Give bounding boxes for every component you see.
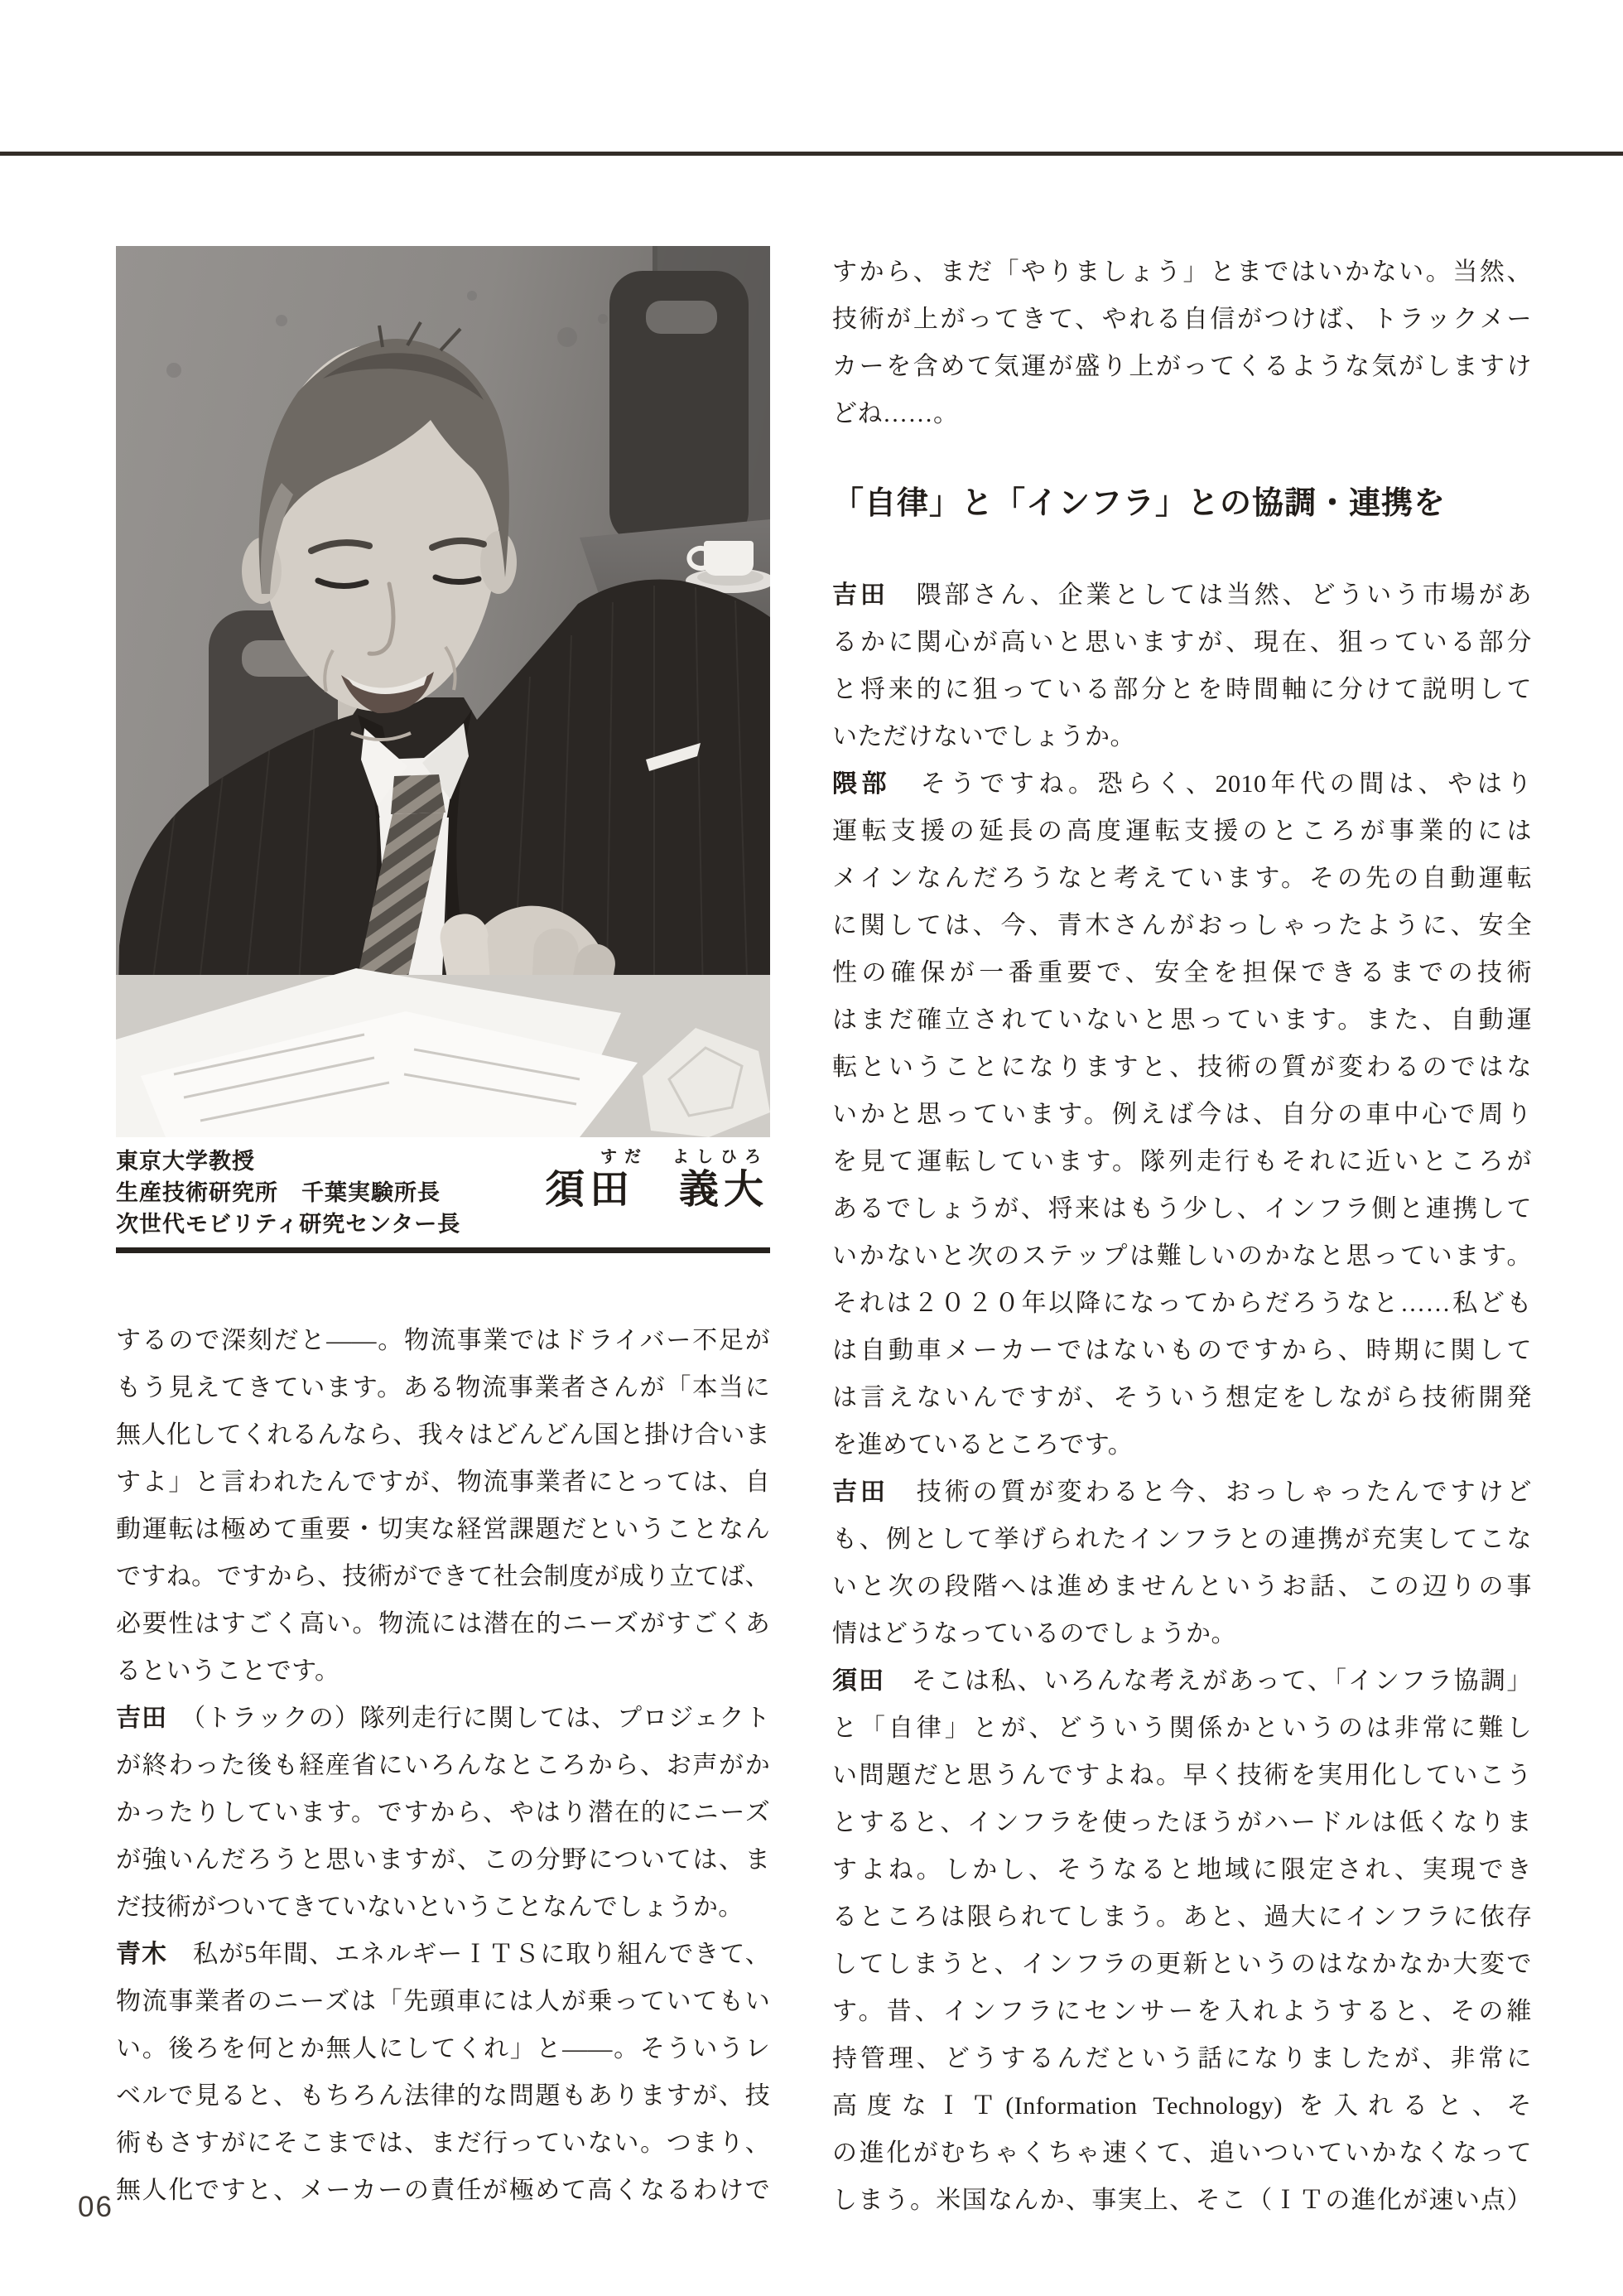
top-rule	[0, 152, 1623, 156]
text-line: 運転支援の延長の高度運転支援のところが事業的には	[832, 818, 1532, 845]
text-line: 情はどうなっているのでしょうか。	[832, 1620, 1236, 1647]
speaker-name: 青木	[116, 1941, 168, 1968]
text-line: が強いんだろうと思いますが、この分野については、ま	[116, 1846, 770, 1874]
text-line: が終わった後も経産省にいろんなところから、お声がか	[116, 1752, 770, 1779]
text-line: 転ということになりますと、技術の質が変わるのではな	[832, 1054, 1532, 1081]
text-line: してしまうと、インフラの更新というのはなかなか大変で	[832, 1951, 1532, 1978]
text-line: 動運転は極めて重要・切実な経営課題だということなん	[116, 1516, 770, 1543]
page-number: 06	[78, 2191, 113, 2223]
text-line: かったりしています。ですから、やはり潜在的にニーズ	[116, 1799, 770, 1826]
text-line: 技術が上がってきて、やれる自信がつけば、トラックメー	[832, 306, 1532, 333]
text-line: カーを含めて気運が盛り上がってくるような気がしますけ	[832, 353, 1532, 380]
text-line: 青木 私が5年間、エネルギーＩＴＳに取り組んできて、	[116, 1941, 770, 1968]
text-line: 必要性はすごく高い。物流には潜在的ニーズがすごくあ	[116, 1610, 770, 1638]
speaker-name: 吉田	[832, 1478, 889, 1506]
text-line: すから、まだ「やりましょう」とまではいかない。当然、	[832, 258, 1532, 286]
caption-titles	[116, 1146, 460, 1240]
left-column-text	[116, 1317, 770, 2214]
text-line: るということです。	[116, 1657, 340, 1685]
text-line: 術もさすがにそこまでは、まだ行っていない。つまり、	[116, 2130, 770, 2157]
text-line: るかに関心が高いと思いますが、現在、狙っている部分	[832, 629, 1532, 656]
text-line: 性の確保が一番重要で、安全を担保できるまでの技術	[832, 959, 1532, 986]
right-column	[832, 248, 1532, 2224]
text-line: い問題だと思うんですよね。早く技術を実用化していこう	[832, 1762, 1532, 1789]
text-line: するので深刻だと——。物流事業ではドライバー不足が	[116, 1327, 770, 1354]
text-line: ベルで見ると、もちろん法律的な問題もありますが、技	[116, 2082, 770, 2110]
text-line: だ技術がついてきていないということなんでしょうか。	[116, 1893, 744, 1921]
text-line: メインなんだろうなと考えています。その先の自動運転	[832, 865, 1532, 892]
text-line: 吉田 隈部さん、企業としては当然、どういう市場があ	[832, 581, 1532, 609]
text-line: と将来的に狙っている部分とを時間軸に分けて説明して	[832, 676, 1532, 703]
caption-rule	[116, 1247, 770, 1253]
desk-papers	[116, 968, 770, 1137]
text-line: 吉田 技術の質が変わると今、おっしゃったんですけど	[832, 1478, 1532, 1506]
caption-line: 生産技術研究所 千葉実験所長	[116, 1180, 441, 1205]
portrait-photo	[116, 246, 770, 1137]
speaker-name: 須田	[832, 1667, 885, 1695]
text-line: は自動車メーカーではないものですから、時期に関して	[832, 1337, 1532, 1364]
text-line: 須田 そこは私、いろんな考えがあって、「インフラ協調」	[832, 1667, 1533, 1695]
text-line: もう見えてきています。ある物流事業者さんが「本当に	[116, 1374, 770, 1401]
text-line: すよ」と言われたんですが、物流事業者にとっては、自	[116, 1469, 770, 1496]
text-line: い。後ろを何とか無人にしてくれ」と——。そういうレ	[116, 2035, 770, 2062]
text-line: ですね。ですから、技術ができて社会制度が成り立てば、	[116, 1563, 770, 1590]
text-line: を見て運転しています。隊列走行もそれに近いところが	[832, 1148, 1532, 1175]
text-line: 物流事業者のニーズは「先頭車には人が乗っていてもい	[116, 1988, 770, 2015]
text-line: 隈部 そうですね。恐らく、2010年代の間は、やはり	[832, 770, 1533, 798]
text-line: 持管理、どうするんだという話になりましたが、非常に	[832, 2045, 1532, 2072]
speaker-name: 吉田	[832, 581, 889, 609]
text-line: とすると、インフラを使ったほうがハードルは低くなりま	[832, 1809, 1532, 1836]
name-furigana: すだ よしひろ	[600, 1148, 768, 1166]
text-line: いかと思っています。例えば今は、自分の車中心で周り	[832, 1101, 1532, 1128]
section-heading: 「自律」と「インフラ」との協調・連携を	[832, 486, 1447, 521]
left-column	[116, 246, 770, 2214]
text-line: それは２０２０年以降になってからだろうなと……私ども	[832, 1290, 1532, 1317]
text-line: いかないと次のステップは難しいのかなと思っています。	[832, 1242, 1532, 1270]
text-line: 吉田 （トラックの）隊列走行に関しては、プロジェクト	[116, 1705, 770, 1732]
caption-name-block	[545, 1147, 770, 1240]
speaker-name: 隈部	[832, 770, 892, 798]
text-line: 高度なＩＴ(Information Technology) を入れると、そ	[832, 2092, 1532, 2120]
text-line: いと次の段階へは進めませんというお話、この辺りの事	[832, 1573, 1532, 1600]
text-line: 無人化してくれるんなら、我々はどんどん国と掛け合いま	[116, 1421, 770, 1449]
caption-line: 次世代モビリティ研究センター長	[116, 1212, 461, 1237]
text-line: す。昔、インフラにセンサーを入れようすると、その維	[832, 1998, 1532, 2025]
text-line: の進化がむちゃくちゃ速くて、追いついていかなくなって	[832, 2139, 1532, 2167]
right-column-intro	[832, 248, 1532, 437]
text-line: どね……。	[832, 400, 959, 427]
text-line: いただけないでしょうか。	[832, 723, 1135, 750]
text-line: も、例として挙げられたインフラとの連携が充実してこな	[832, 1526, 1532, 1553]
text-line: あるでしょうが、将来はもう少し、インフラ側と連携して	[832, 1195, 1532, 1223]
text-line: に関しては、今、青木さんがおっしゃったように、安全	[832, 912, 1532, 939]
text-line: るところは限られてしまう。あと、過大にインフラに依存	[832, 1903, 1532, 1931]
text-line: を進めているところです。	[832, 1431, 1134, 1459]
caption-line: 東京大学教授	[116, 1149, 255, 1174]
text-line: すよね。しかし、そうなると地域に限定され、実現でき	[832, 1856, 1532, 1884]
speaker-name: 吉田	[116, 1705, 168, 1732]
interviewee-name: 須田 義大	[544, 1168, 768, 1212]
text-line: と「自律」とが、どういう関係かというのは非常に難し	[832, 1715, 1532, 1742]
text-line: 無人化ですと、メーカーの責任が極めて高くなるわけで	[116, 2177, 770, 2204]
right-column-text	[832, 572, 1532, 2224]
photo-caption	[116, 1146, 770, 1240]
text-line: はまだ確立されていないと思っています。また、自動運	[832, 1006, 1532, 1034]
text-line: しまう。米国なんか、事実上、そこ（ＩＴの進化が速い点）	[832, 2187, 1532, 2214]
text-line: は言えないんですが、そういう想定をしながら技術開発	[832, 1384, 1532, 1411]
